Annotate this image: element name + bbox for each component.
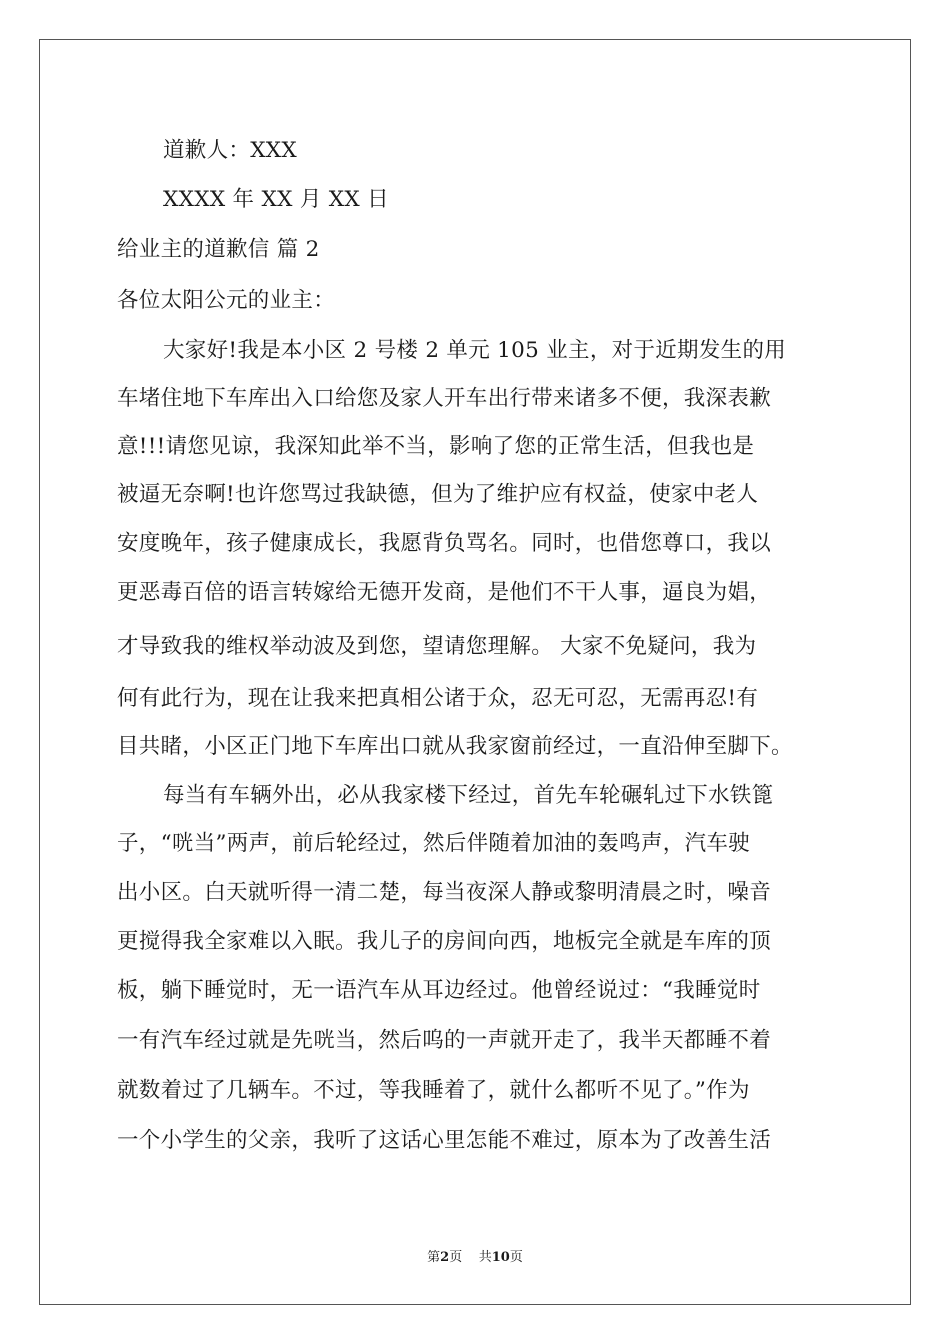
text-line: 出小区。白天就听得一清二楚，每当夜深人静或黎明清晨之时，噪音 [117,880,772,905]
text-line: 大家好!我是本小区 2 号楼 2 单元 105 业主，对于近期发生的用 [163,338,787,363]
text-line: 子，“咣当”两声，前后轮经过，然后伴随着加油的轰鸣声，汽车驶 [117,831,750,856]
text-line: 何有此行为，现在让我来把真相公诸于众，忍无可忍，无需再忍!有 [117,686,759,711]
date-line: XXXX 年 XX 月 XX 日 [163,187,389,212]
text-line: 板，躺下睡觉时，无一语汽车从耳边经过。他曾经说过：“我睡觉时 [117,978,761,1003]
text-line: 一有汽车经过就是先咣当，然后呜的一声就开走了，我半天都睡不着 [117,1028,772,1053]
page-footer [0,1250,950,1266]
text-line: 就数着过了几辆车。不过，等我睡着了，就什么都听不见了。”作为 [117,1078,750,1103]
footer-page-current: 2 [440,1250,450,1265]
section-heading: 给业主的道歉信 篇 2 [117,237,320,262]
text-line: 车堵住地下车库出入口给您及家人开车出行带来诸多不便，我深表歉 [117,386,772,411]
text-line: 安度晚年，孩子健康成长，我愿背负骂名。同时，也借您尊口，我以 [117,531,772,556]
page-border [39,39,911,1305]
footer-page-mid: 页 共 [449,1250,492,1265]
footer-page-suffix: 页 [509,1250,523,1265]
text-line: 更恶毒百倍的语言转嫁给无德开发商，是他们不干人事，逼良为娼， [117,580,772,605]
text-line: 意!!!请您见谅，我深知此举不当，影响了您的正常生活，但我也是 [117,434,755,459]
footer-page-total: 10 [491,1250,510,1265]
text-line: 才导致我的维权举动波及到您，望请您理解。 大家不免疑问，我为 [117,634,757,659]
text-line: 目共睹，小区正门地下车库出口就从我家窗前经过，一直沿伸至脚下。 [117,734,793,759]
salutation: 各位太阳公元的业主： [117,288,336,313]
text-line: 一个小学生的父亲，我听了这话心里怎能不难过，原本为了改善生活 [117,1128,772,1153]
text-line: 被逼无奈啊!也许您骂过我缺德，但为了维护应有权益，使家中老人 [117,482,759,507]
footer-page-prefix: 第 [427,1250,441,1265]
text-line: 更搅得我全家难以入眠。我儿子的房间向西，地板完全就是车库的顶 [117,929,772,954]
apologizer-line: 道歉人：XXX [163,138,298,163]
text-line: 每当有车辆外出，必从我家楼下经过，首先车轮碾轧过下水铁篦 [163,783,774,808]
